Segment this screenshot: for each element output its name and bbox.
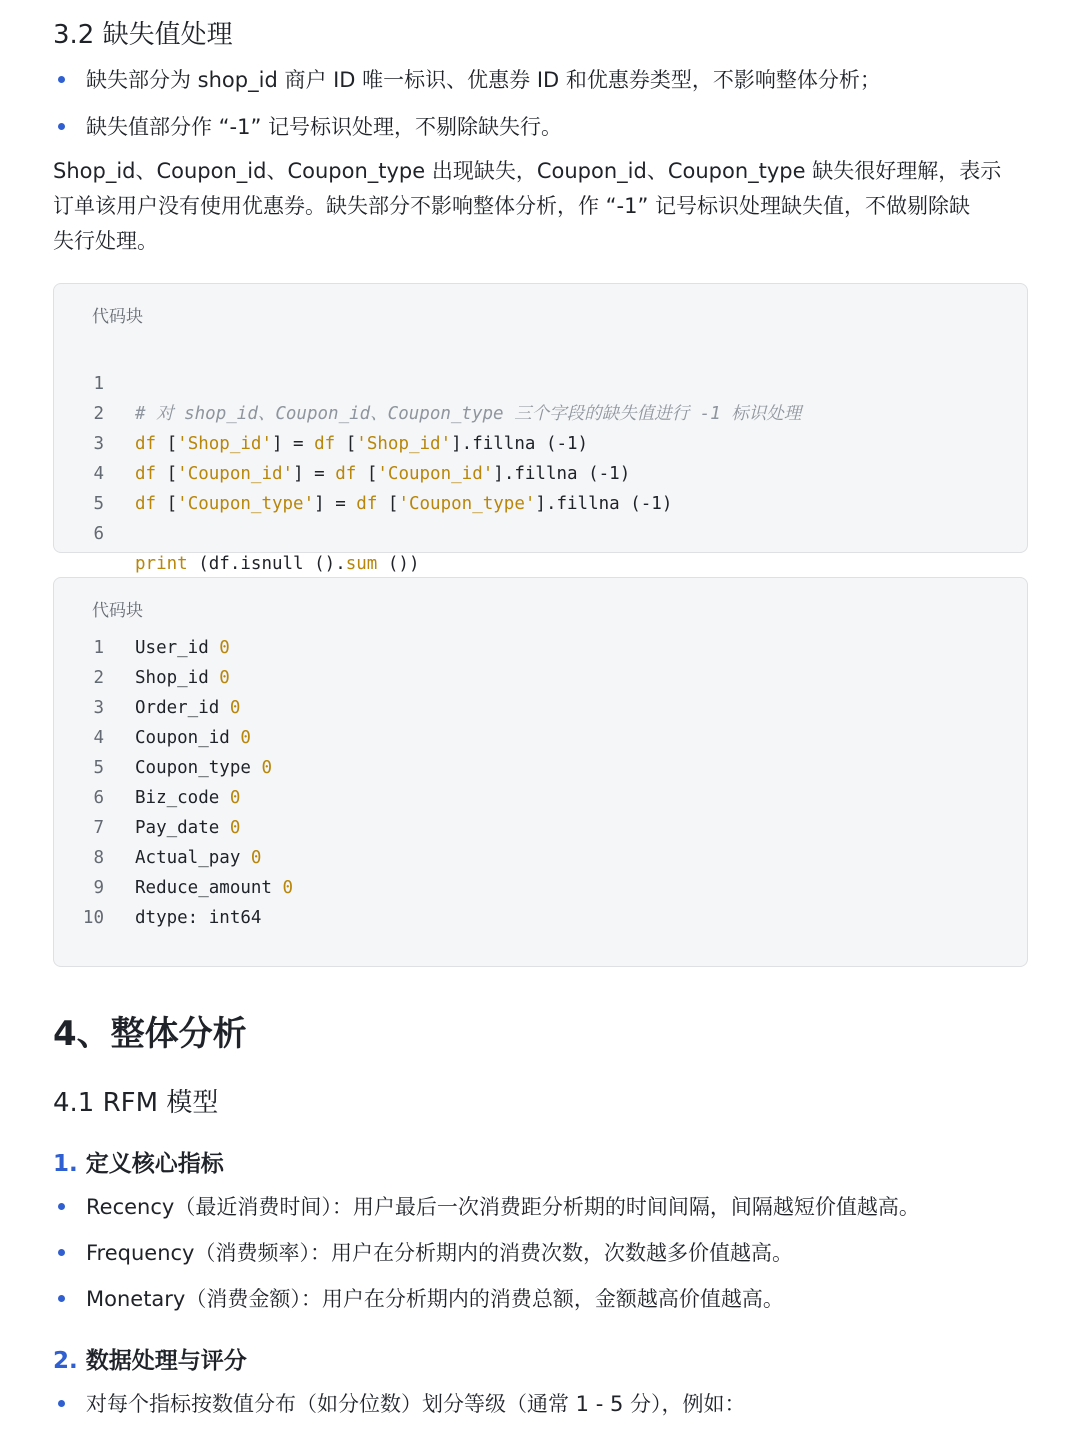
ordered-heading: [53, 1342, 247, 1375]
code-text: print (df.isnull ().sum ()): [135, 554, 420, 574]
ordered-heading: [53, 1145, 224, 1178]
line-number: 9: [93, 878, 104, 898]
code-text: Reduce_amount 0: [135, 878, 294, 898]
bullet-dot-icon: [58, 1203, 65, 1210]
bullet-dot-icon: [58, 1295, 65, 1302]
list-item: [86, 1388, 746, 1418]
paragraph-line: 失行处理。: [53, 229, 158, 253]
list-item-text: 缺失部分为 shop_id 商户 ID 唯一标识、优惠券 ID 和优惠券类型，不影响整体分析；: [86, 68, 881, 92]
line-number: 5: [93, 758, 104, 778]
line-number: 6: [93, 524, 104, 544]
list-item-text: 对每个指标按数值分布（如分位数）划分等级（通常 1 - 5 分），例如：: [86, 1392, 746, 1416]
ordered-title: 定义核心指标: [85, 1151, 224, 1177]
subsection-heading: 4.1 RFM 模型: [53, 1088, 219, 1118]
line-number: 4: [93, 464, 104, 484]
list-item: [86, 111, 562, 141]
code-text: Pay_date 0: [135, 818, 241, 838]
code-text: Coupon_id 0: [135, 728, 251, 748]
code-text: Biz_code 0: [135, 788, 241, 808]
line-number: 10: [82, 908, 104, 928]
code-text: df ['Coupon_id'] = df ['Coupon_id'].fillna (-1): [135, 464, 631, 484]
line-number: 2: [93, 404, 104, 424]
paragraph-line: 订单该用户没有使用优惠券。缺失部分不影响整体分析，作 “-1” 记号标识处理缺失值，不做剔除缺: [53, 194, 971, 218]
line-number: 2: [93, 668, 104, 688]
code-block-label: 代码块: [92, 601, 143, 621]
bullet-dot-icon: [58, 123, 65, 130]
line-number: 3: [93, 698, 104, 718]
code-line: [54, 339, 802, 424]
code-text: df ['Shop_id'] = df ['Shop_id'].fillna (-1): [135, 434, 589, 454]
line-number: 8: [93, 848, 104, 868]
ordered-number: 1.: [53, 1151, 78, 1177]
code-text: Actual_pay 0: [135, 848, 262, 868]
list-item: [86, 1237, 793, 1267]
bullet-dot-icon: [58, 76, 65, 83]
line-number: 7: [93, 818, 104, 838]
list-item: [86, 1283, 784, 1313]
code-text: User_id 0: [135, 638, 230, 658]
code-block[interactable]: [53, 283, 1028, 574]
line-number: 6: [93, 788, 104, 808]
line-number: 1: [93, 638, 104, 658]
list-item-text: Frequency（消费频率）：用户在分析期内的消费次数，次数越多价值越高。: [86, 1241, 793, 1265]
ordered-title: 数据处理与评分: [85, 1348, 247, 1374]
code-text: Coupon_type 0: [135, 758, 272, 778]
list-item-text: Recency（最近消费时间）：用户最后一次消费距分析期的时间间隔，间隔越短价值越高。: [86, 1195, 920, 1219]
paragraph-line: Shop_id、Coupon_id、Coupon_type 出现缺失，Coupon_id、Coupon_type 缺失很好理解，表示: [53, 159, 1002, 183]
line-number: 5: [93, 494, 104, 514]
section-heading: 4、整体分析: [53, 1014, 247, 1054]
line-number: 4: [93, 728, 104, 748]
section-heading: 3.2 缺失值处理: [53, 20, 233, 50]
ordered-number: 2.: [53, 1348, 78, 1374]
bullet-dot-icon: [58, 1400, 65, 1407]
list-item-text: Monetary（消费金额）：用户在分析期内的消费总额，金额越高价值越高。: [86, 1287, 784, 1311]
line-number: 3: [93, 434, 104, 454]
code-text: Shop_id 0: [135, 668, 230, 688]
list-item: [86, 1191, 920, 1221]
bullet-dot-icon: [58, 1249, 65, 1256]
code-block[interactable]: [53, 577, 1028, 967]
list-item: [86, 64, 881, 94]
code-text: Order_id 0: [135, 698, 241, 718]
code-text: dtype: int64: [135, 908, 262, 928]
code-text: df ['Coupon_type'] = df ['Coupon_type'].fillna (-1): [135, 494, 673, 514]
list-item-text: 缺失值部分作 “-1” 记号标识处理，不剔除缺失行。: [86, 115, 563, 139]
code-block-label: 代码块: [92, 307, 143, 327]
code-line: [54, 459, 117, 514]
code-comment: # 对 shop_id、Coupon_id、Coupon_type 三个字段的缺失值进行 -1 标识处理: [135, 404, 802, 424]
paragraph: [53, 154, 1028, 259]
line-number: 1: [93, 374, 104, 394]
